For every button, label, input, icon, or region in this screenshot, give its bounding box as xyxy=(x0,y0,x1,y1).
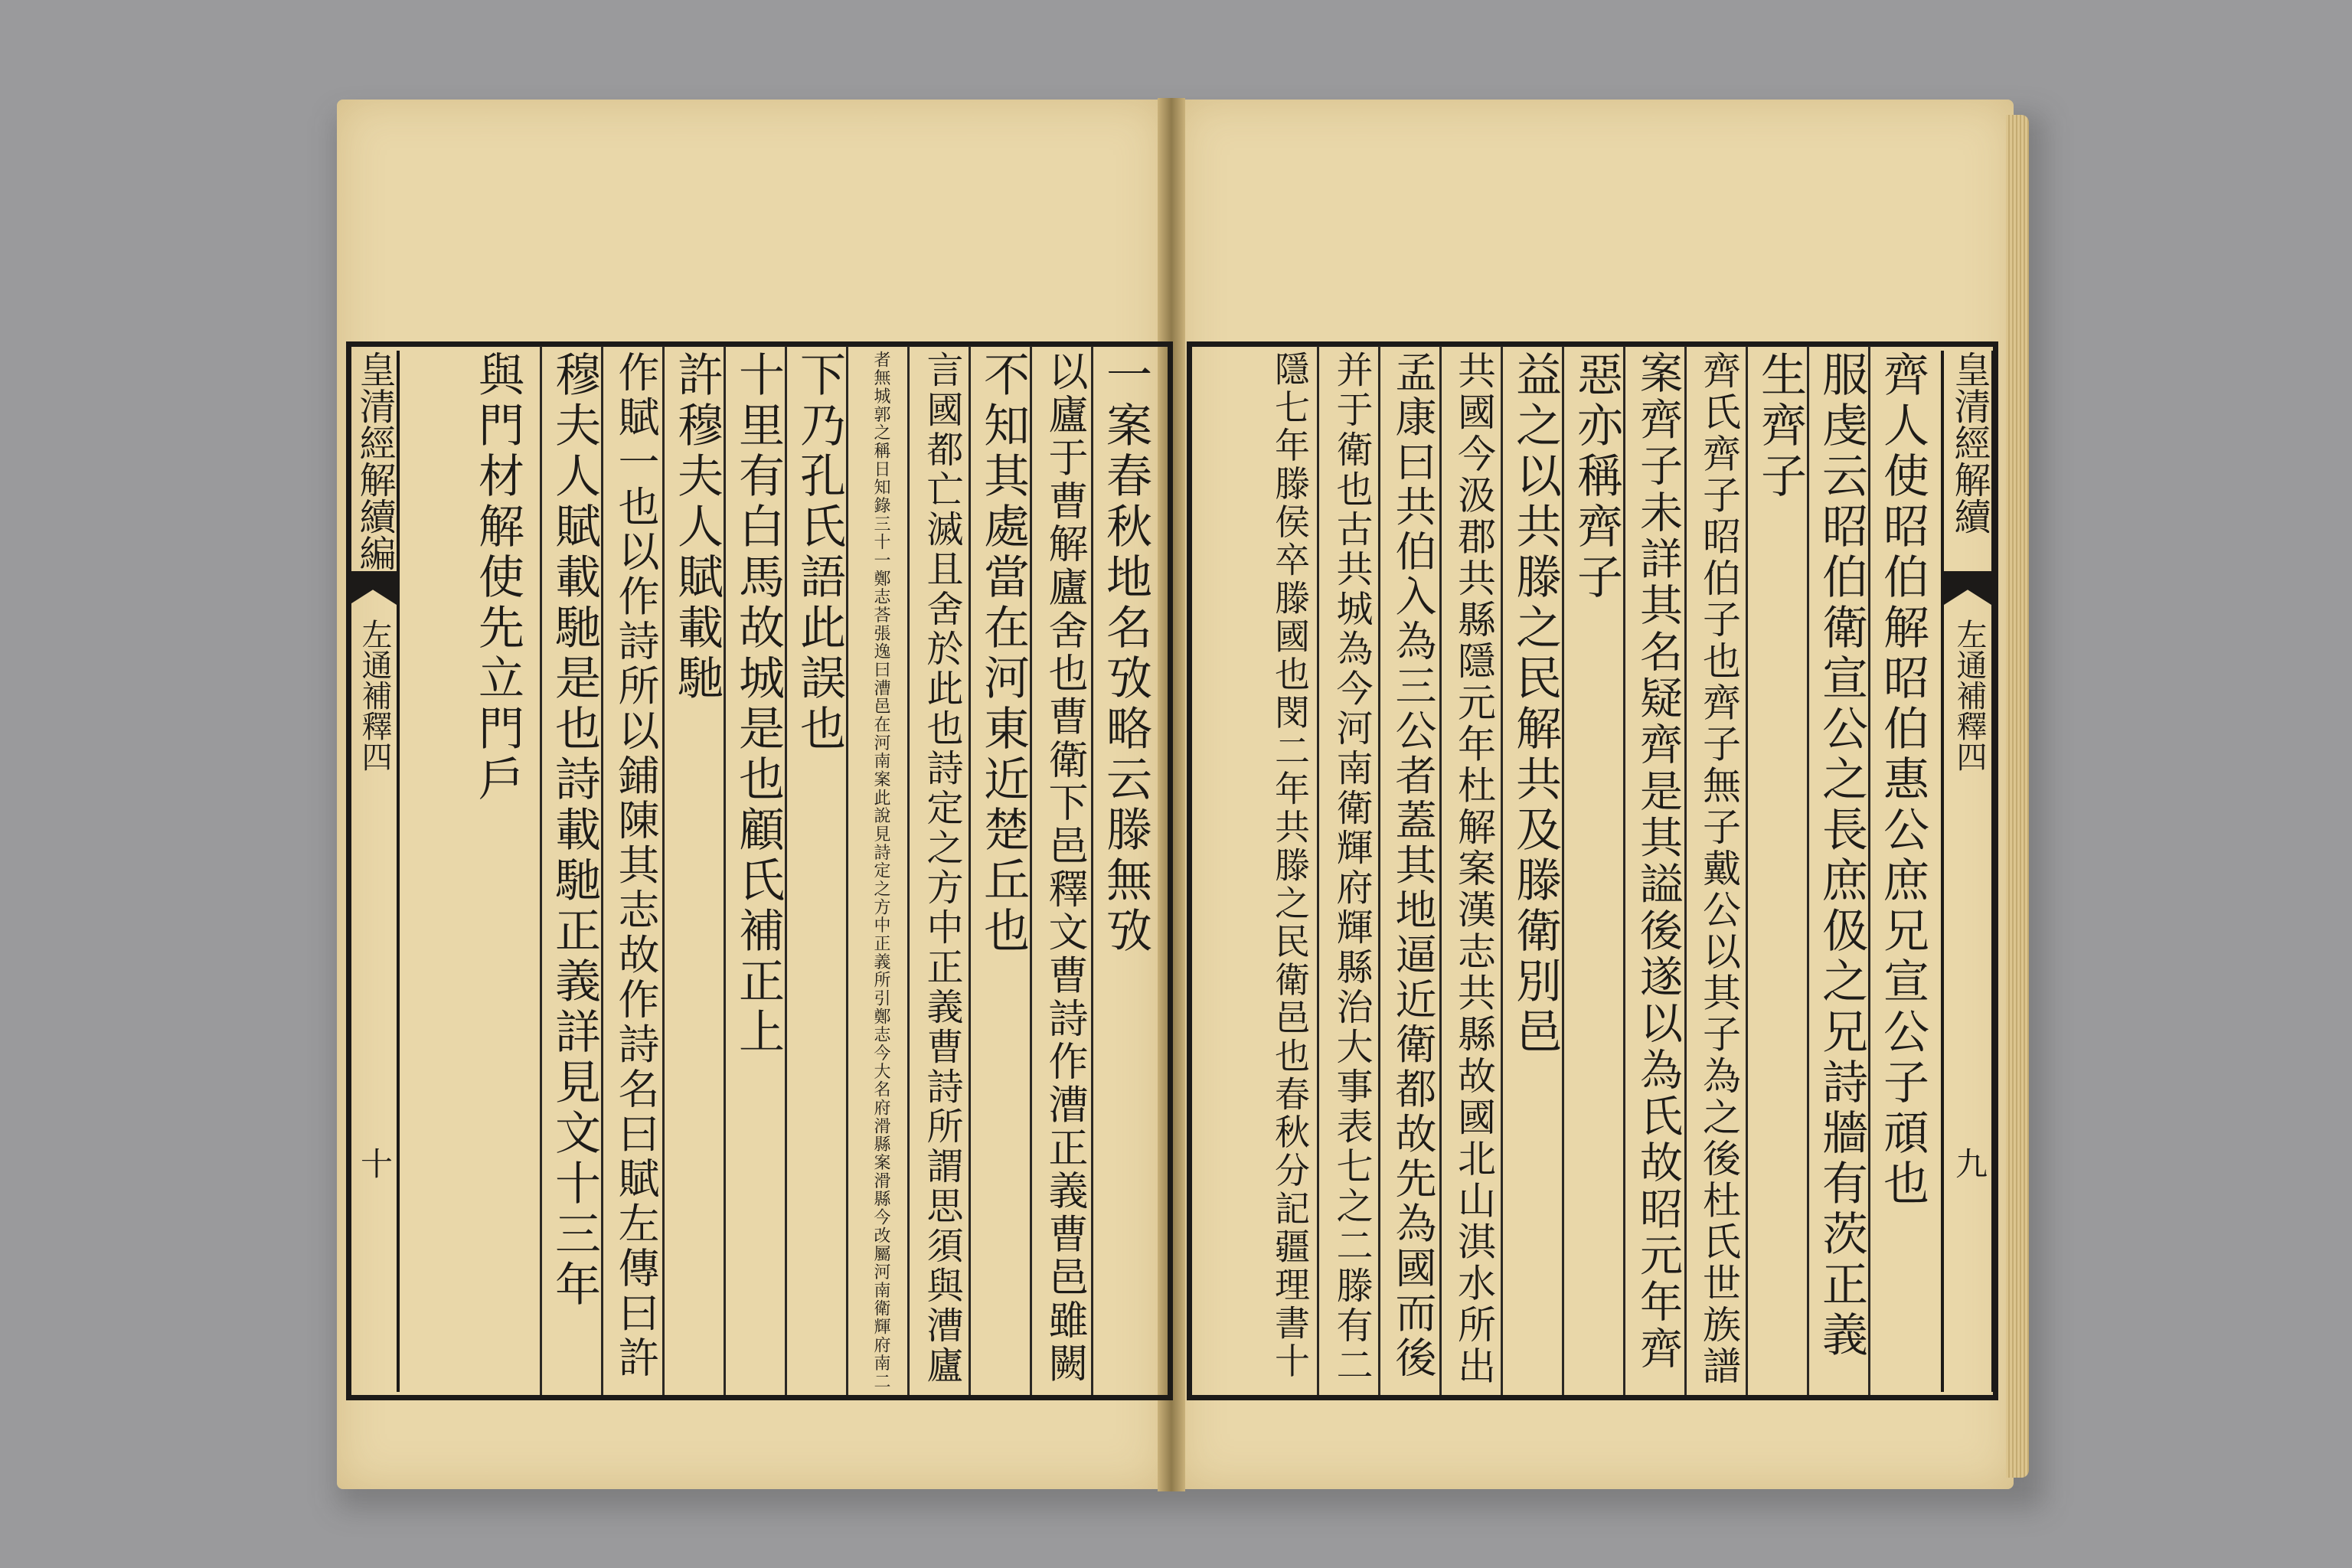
banxin-page-number: 十 xyxy=(356,1147,394,1179)
column-rule xyxy=(601,346,603,1395)
column-rule xyxy=(907,346,910,1395)
column-rule xyxy=(1030,346,1032,1395)
banxin-page-number: 九 xyxy=(1951,1147,1988,1179)
text-column-r11: 隱七年滕侯卒滕國也閔二年共滕之民衛邑也春秋分記疆理書十 xyxy=(1269,351,1311,1381)
text-column-r9: 孟康曰共伯入為三公者蓋其地逼近衛都故先為國而後 xyxy=(1389,351,1437,1381)
text-column-r8: 共國今汲郡共縣隱元年杜解案漢志共縣故國北山淇水所出 xyxy=(1452,351,1496,1388)
column-rule xyxy=(1091,346,1093,1395)
column-rule xyxy=(969,346,971,1395)
column-rule xyxy=(846,346,848,1395)
text-column-r5: 案齊子未詳其名疑齊是其謚後遂以為氏故昭元年齊 xyxy=(1633,351,1683,1373)
text-column-l6: 下乃孔氏語此誤也 xyxy=(792,351,846,755)
text-column-r1: 齊人使昭伯解昭伯惠公庶兄宣公子頑也 xyxy=(1876,351,1929,1210)
right-page-banxin xyxy=(1941,351,1994,1392)
left-page-banxin xyxy=(346,351,400,1392)
banxin-subtitle: 左通補釋四 xyxy=(1952,619,1987,772)
banxin-title: 皇清經解續 xyxy=(1948,351,1991,534)
column-rule xyxy=(1807,346,1809,1395)
text-column-l10: 穆夫人賦載馳是也詩載馳正義詳見文十三年 xyxy=(547,351,601,1311)
column-rule xyxy=(1684,346,1687,1395)
column-rule xyxy=(1501,346,1503,1395)
text-column-l4: 言國都亡滅且舍於此也詩定之方中正義曹詩所謂思須與漕廬 xyxy=(920,351,963,1386)
column-rule xyxy=(1317,346,1319,1395)
fishtail-mark xyxy=(349,571,397,605)
text-column-r2: 服虔云昭伯衛宣公之長庶伋之兄詩牆有茨正義 xyxy=(1815,351,1868,1361)
text-column-r3: 生齊子 xyxy=(1753,351,1807,502)
banxin-subtitle: 左通補釋四 xyxy=(357,619,392,772)
column-rule xyxy=(1439,346,1442,1395)
column-rule xyxy=(540,346,542,1395)
text-column-r4: 齊氏齊子昭伯子也齊子無子戴公以其子為之後杜氏世族譜 xyxy=(1697,351,1741,1388)
column-rule xyxy=(1378,346,1380,1395)
text-column-l8: 許穆夫人賦載馳 xyxy=(670,351,724,704)
column-rule xyxy=(662,346,665,1395)
text-column-r7: 益之以共滕之民解共及滕衛別邑 xyxy=(1508,351,1562,1058)
text-column-l5: 者無城郭之稱日知錄三十一鄭志荅張逸曰漕邑在河南案此說見詩定之方中正義所引鄭志今大名府滑縣案滑縣今改屬河南衛輝府南二 xyxy=(871,351,890,1391)
column-rule xyxy=(724,346,726,1395)
text-column-r6: 惡亦稱齊子 xyxy=(1570,351,1623,603)
column-rule xyxy=(1746,346,1748,1395)
text-column-l2: 以廬于曹解廬舍也曹衛下邑釋文曹詩作漕正義曹邑雖闕 xyxy=(1041,351,1087,1386)
text-column-l3: 不知其處當在河東近楚丘也 xyxy=(976,351,1030,957)
page-edges xyxy=(2006,115,2029,1478)
column-rule xyxy=(1562,346,1564,1395)
fishtail-mark xyxy=(1944,571,1991,605)
column-rule xyxy=(1868,346,1870,1395)
text-column-l11: 與門材解使先立門戶 xyxy=(471,351,524,805)
column-rule xyxy=(785,346,787,1395)
text-column-l1: 一案春秋地名攷略云滕無攷 xyxy=(1099,351,1152,957)
column-rule xyxy=(1623,346,1625,1395)
text-column-r10: 并于衛也古共城為今河南衛輝府輝縣治大事表七之二滕有二 xyxy=(1330,351,1373,1386)
text-column-l9: 作賦一也以作詩所以鋪陳其志故作詩名曰賦左傳曰許 xyxy=(612,351,660,1381)
banxin-title: 皇清經解續編 xyxy=(353,351,396,571)
text-column-l7: 十里有白馬故城是也顧氏補正上 xyxy=(731,351,785,1058)
